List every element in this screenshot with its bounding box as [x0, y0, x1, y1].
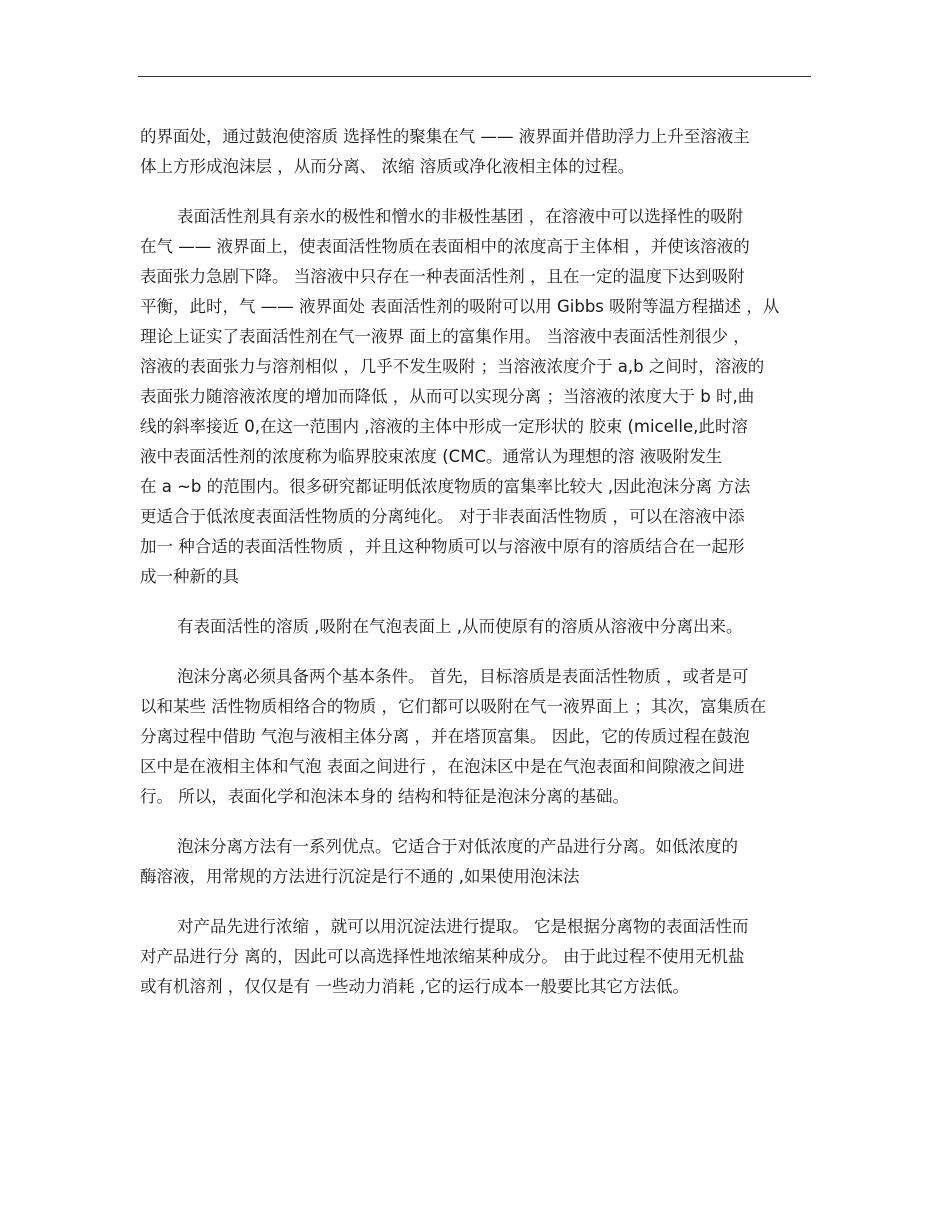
- paragraph-4: [140, 662, 812, 812]
- text-line: 对产品进行分 离的，因此可以高选择性地浓缩某种成分。 由于此过程不使用无机盐: [140, 947, 745, 966]
- text-line: 行。 所以，表面化学和泡沫本身的 结构和特征是泡沫分离的基础。: [140, 787, 629, 806]
- text-line: 在气 —— 液界面上，使表面活性物质在表面相中的浓度高于主体相 ，并使该溶液的: [140, 237, 750, 256]
- paragraph-3: [140, 612, 812, 642]
- text-line: 平衡，此时，气 —— 液界面处 表面活性剂的吸附可以用 Gibbs 吸附等温方程描述 ，从: [140, 297, 780, 316]
- text-line: 泡沫分离必须具备两个基本条件。 首先，目标溶质是表面活性物质 ，或者是可: [177, 667, 749, 686]
- text-line: 泡沫分离方法有一系列优点。它适合于对低浓度的产品进行分离。如低浓度的: [177, 837, 738, 856]
- text-line: 线的斜率接近 0,在这一范围内 ,溶液的主体中形成一定形状的 胶束 (micelle,此时溶: [140, 417, 748, 436]
- text-line: 的界面处，通过鼓泡使溶质 选择性的聚集在气 —— 液界面并借助浮力上升至溶液主: [140, 127, 750, 146]
- body-text: [140, 122, 812, 1022]
- text-line: 有表面活性的溶质 ,吸附在气泡表面上 ,从而使原有的溶质从溶液中分离出来。: [177, 617, 743, 636]
- text-line: 区中是在液相主体和气泡 表面之间进行 ，在泡沫区中是在气泡表面和间隙液之间进: [140, 757, 745, 776]
- header-rule: [138, 76, 811, 77]
- text-line: 分离过程中借助 气泡与液相主体分离 ，并在塔顶富集。 因此，它的传质过程在鼓泡: [140, 727, 750, 746]
- text-line: 对产品先进行浓缩 ，就可以用沉淀法进行提取。 它是根据分离物的表面活性而: [177, 917, 749, 936]
- text-line: 以和某些 活性物质相络合的物质 ，它们都可以吸附在气一液界面上 ；其次，富集质在: [140, 697, 767, 716]
- text-line: 酶溶液，用常规的方法进行沉淀是行不通的 ,如果使用泡沫法: [140, 867, 580, 886]
- text-line: 成一种新的具: [140, 567, 239, 586]
- text-line: 在 a ~b 的范围内。很多研究都证明低浓度物质的富集率比较大 ,因此泡沫分离 方法: [140, 477, 751, 496]
- text-line: 理论上证实了表面活性剂在气一液界 面上的富集作用。 当溶液中表面活性剂很少 ，: [140, 327, 750, 346]
- text-line: 或有机溶剂 ，仅仅是有 一些动力消耗 ,它的运行成本一般要比其它方法低。: [140, 977, 689, 996]
- text-line: 体上方形成泡沫层 ，从而分离、 浓缩 溶质或净化液相主体的过程。: [140, 157, 635, 176]
- paragraph-6: [140, 912, 812, 1002]
- text-line: 加一 种合适的表面活性物质 ，并且这种物质可以与溶液中原有的溶质结合在一起形: [140, 537, 745, 556]
- text-line: 表面活性剂具有亲水的极性和憎水的非极性基团 ，在溶液中可以选择性的吸附: [177, 207, 744, 226]
- paragraph-5: [140, 832, 812, 892]
- text-line: 表面张力随溶液浓度的增加而降低 ，从而可以实现分离 ；当溶液的浓度大于 b 时,曲: [140, 387, 755, 406]
- paragraph-1: [140, 122, 812, 182]
- text-line: 液中表面活性剂的浓度称为临界胶束浓度 (CMC。通常认为理想的溶 液吸附发生: [140, 447, 723, 466]
- text-line: 更适合于低浓度表面活性物质的分离纯化。 对于非表面活性物质 ，可以在溶液中添: [140, 507, 745, 526]
- text-line: 溶液的表面张力与溶剂相似 ，几乎不发生吸附 ；当溶液浓度介于 a,b 之间时，溶液的: [140, 357, 765, 376]
- text-line: 表面张力急剧下降。 当溶液中只存在一种表面活性剂 ，且在一定的温度下达到吸附: [140, 267, 745, 286]
- paragraph-2: [140, 202, 812, 592]
